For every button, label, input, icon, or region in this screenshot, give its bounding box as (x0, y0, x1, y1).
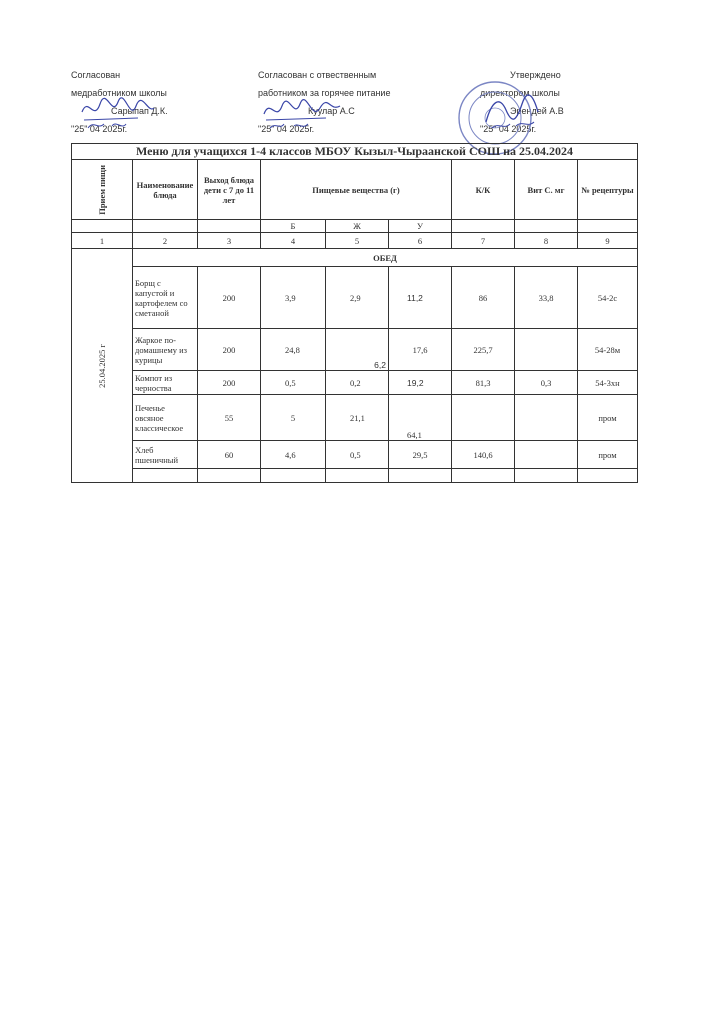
dish-u: 29,5 (389, 441, 452, 469)
menu-title: Меню для учащихся 1-4 классов МБОУ Кызыл-Чыраанской СОШ на 25.04.2024 (72, 144, 638, 160)
subheader-b: Б (261, 220, 326, 233)
subheader-u: У (389, 220, 452, 233)
date-cell (72, 249, 133, 483)
col-number: 5 (326, 233, 389, 249)
table-row (72, 371, 638, 395)
approval-right-date: "25" 04 2025г. (480, 124, 537, 134)
col-number: 6 (389, 233, 452, 249)
dish-b: 24,8 (261, 329, 326, 371)
dish-kk (452, 395, 515, 441)
col-number: 1 (72, 233, 133, 249)
header-vitc: Вит С. мг (515, 160, 578, 220)
dish-u: 64,1 (389, 395, 452, 441)
col-number: 9 (578, 233, 638, 249)
header-yield: Выход блюда дети с 7 до 11 лет (198, 160, 261, 220)
menu-table (71, 143, 638, 483)
approval-middle-line1: Согласован с отвественным (258, 70, 377, 80)
dish-recipe: 54-28м (578, 329, 638, 371)
date-label: 25.04.2025 г (97, 343, 107, 388)
table-row (72, 267, 638, 329)
dish-b: 3,9 (261, 267, 326, 329)
approval-right-line2: директором школы (480, 88, 560, 98)
section-title: ОБЕД (133, 249, 638, 267)
col-number: 3 (198, 233, 261, 249)
dish-zh: 2,9 (326, 267, 389, 329)
dish-yield: 200 (198, 329, 261, 371)
dish-name: Печенье овсяное классическое (133, 395, 198, 441)
dish-kk: 225,7 (452, 329, 515, 371)
dish-recipe: пром (578, 441, 638, 469)
header-recipe: № рецептуры (578, 160, 638, 220)
dish-u: 17,6 (389, 329, 452, 371)
table-row-empty (72, 469, 638, 483)
header-kk: К/К (452, 160, 515, 220)
dish-vitc (515, 395, 578, 441)
dish-zh: 0,5 (326, 441, 389, 469)
dish-kk: 140,6 (452, 441, 515, 469)
table-row (72, 329, 638, 371)
dish-vitc: 0,3 (515, 371, 578, 395)
dish-recipe: 54-2с (578, 267, 638, 329)
approval-left-date: "25" 04 2025г. (71, 124, 128, 134)
dish-name: Жаркое по-домашнему из курицы (133, 329, 198, 371)
dish-vitc: 33,8 (515, 267, 578, 329)
signature-right (482, 92, 542, 132)
dish-yield: 55 (198, 395, 261, 441)
table-row (72, 441, 638, 469)
dish-recipe: 54-3хн (578, 371, 638, 395)
dish-kk: 86 (452, 267, 515, 329)
approval-left-line3: Сарыпап Д.К. (111, 106, 168, 116)
dish-u: 19,2 (389, 371, 452, 395)
header-priem: Прием пищи (72, 160, 133, 220)
dish-zh: 21,1 (326, 395, 389, 441)
dish-yield: 60 (198, 441, 261, 469)
header-name: Наименование блюда (133, 160, 198, 220)
dish-yield: 200 (198, 371, 261, 395)
table-row (72, 395, 638, 441)
approval-right-line3: Эрендей А.В (510, 106, 564, 116)
dish-name: Борщ с капустой и картофелем со сметаной (133, 267, 198, 329)
approval-middle-date: "25" 04 2025г. (258, 124, 315, 134)
dish-zh: 6,2 (326, 329, 389, 371)
dish-zh: 0,2 (326, 371, 389, 395)
signature-middle (262, 92, 342, 132)
col-number: 2 (133, 233, 198, 249)
col-number: 4 (261, 233, 326, 249)
dish-kk: 81,3 (452, 371, 515, 395)
dish-recipe: пром (578, 395, 638, 441)
dish-b: 4,6 (261, 441, 326, 469)
subheader-zh: Ж (326, 220, 389, 233)
approval-middle-line2: работником за горячее питание (258, 88, 391, 98)
approval-left-line2: медработником школы (71, 88, 167, 98)
col-number: 8 (515, 233, 578, 249)
dish-vitc (515, 329, 578, 371)
dish-name: Хлеб пшеничный (133, 441, 198, 469)
dish-b: 5 (261, 395, 326, 441)
header-nutrients: Пищевые вещества (г) (261, 160, 452, 220)
dish-b: 0,5 (261, 371, 326, 395)
signature-left (78, 92, 158, 132)
approval-left-line1: Согласован (71, 70, 121, 80)
dish-name: Компот из черноствa (133, 371, 198, 395)
dish-yield: 200 (198, 267, 261, 329)
dish-vitc (515, 441, 578, 469)
approval-middle-line3: Куулар А.С (308, 106, 355, 116)
dish-u: 11,2 (389, 267, 452, 329)
col-number: 7 (452, 233, 515, 249)
approval-right-line1: Утверждено (510, 70, 561, 80)
